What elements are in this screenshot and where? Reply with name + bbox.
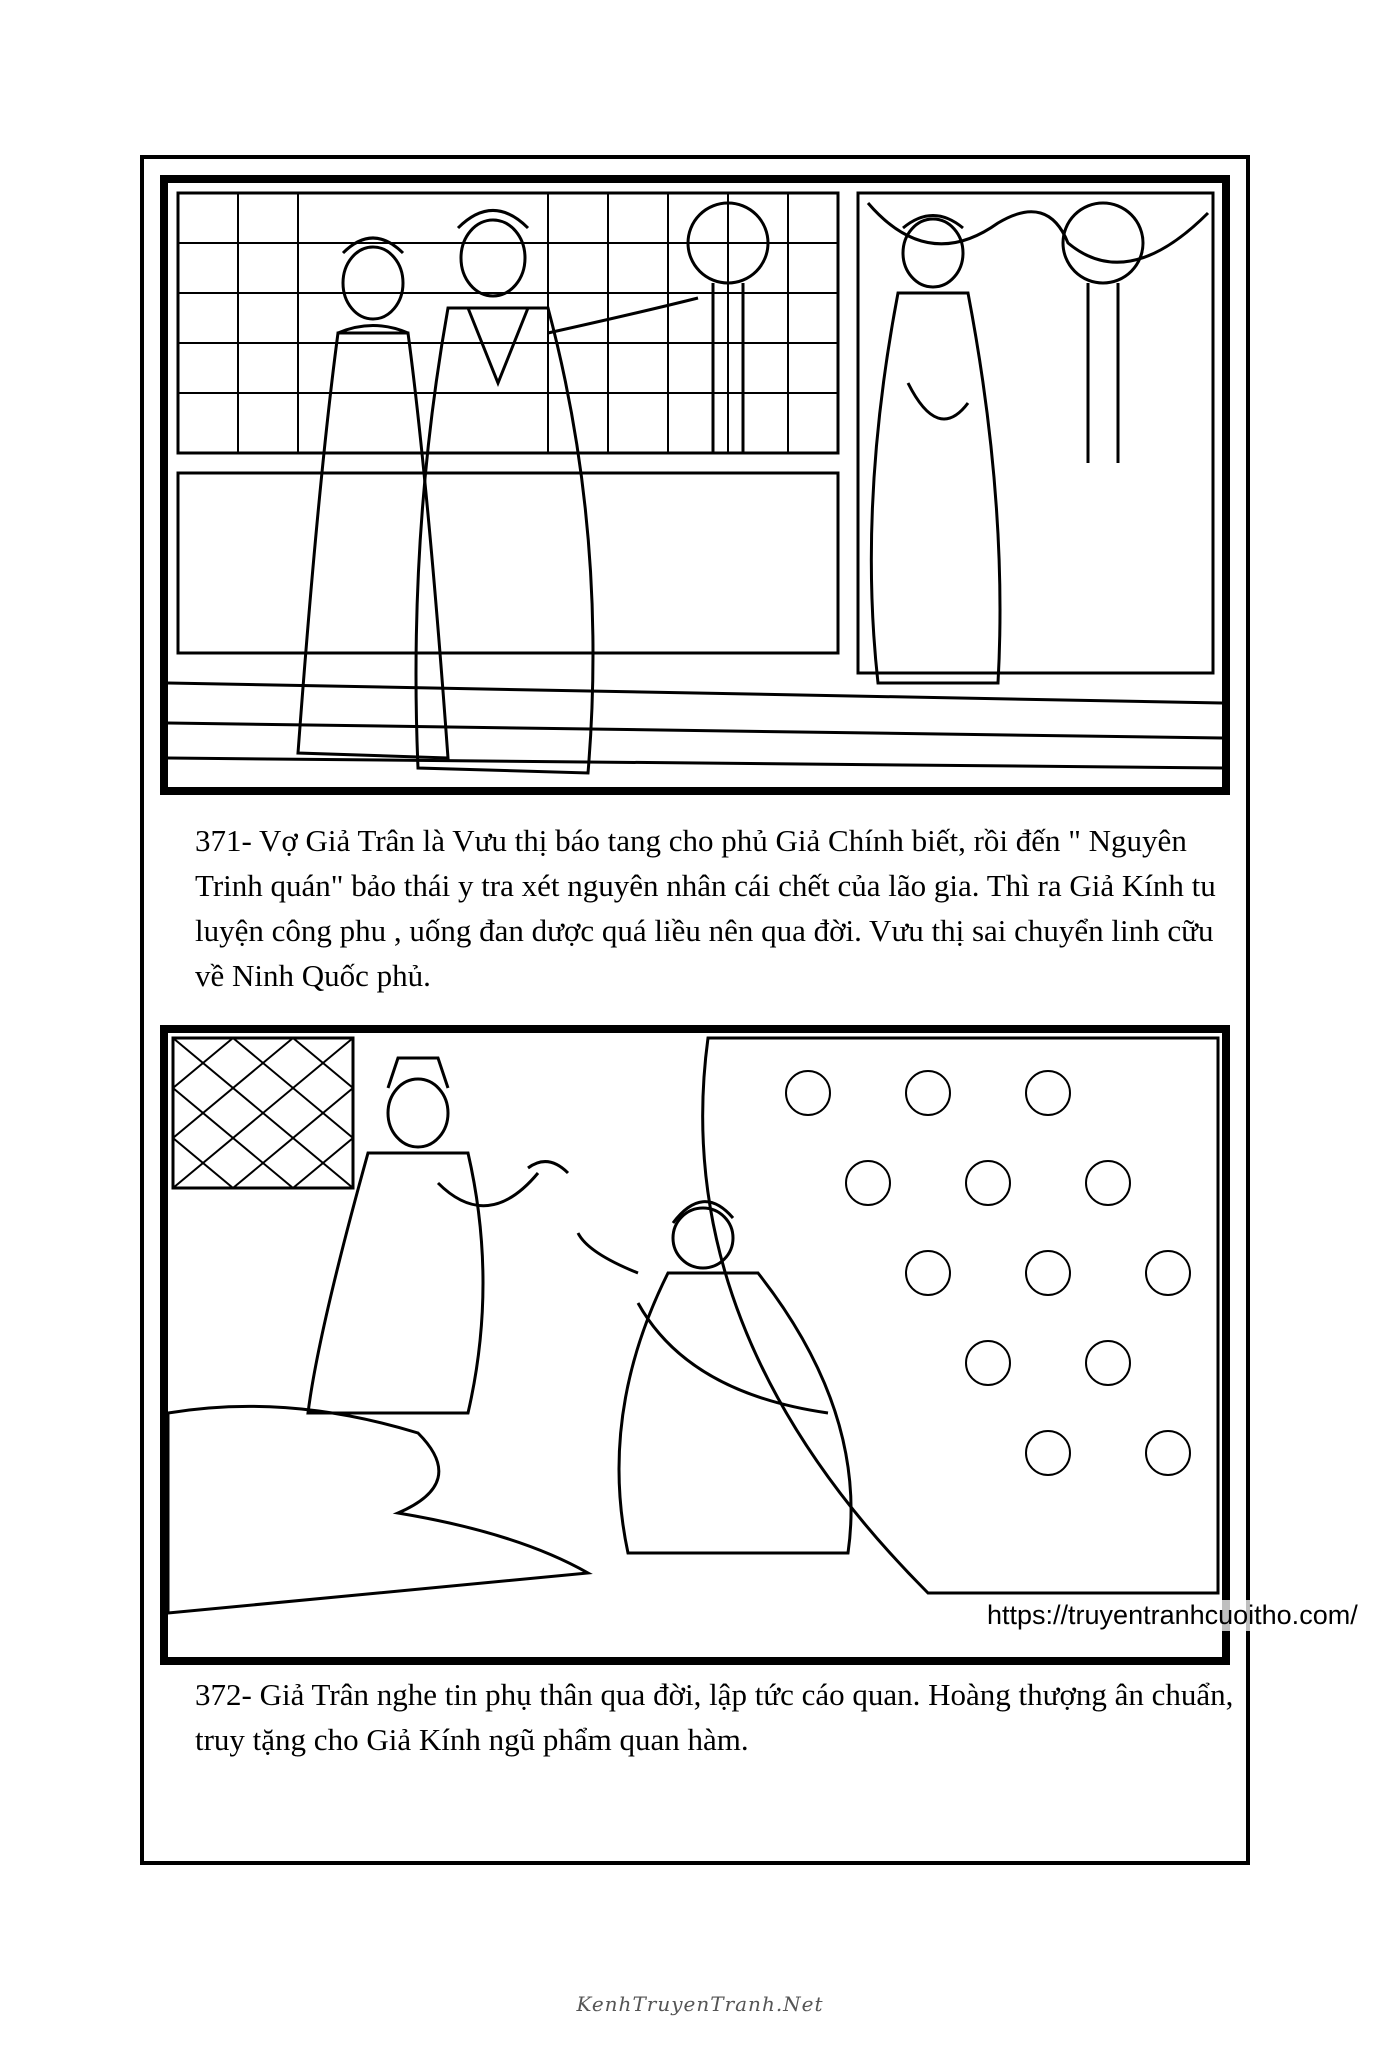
watermark-url: https://truyentranhcuoitho.com/ — [987, 1600, 1358, 1630]
caption-371: 371- Vợ Giả Trân là Vưu thị báo tang cho phủ Giả Chính biết, rồi đến " Nguyên Trinh quán" bảo thái y tra xét nguyên nhân cái chết của lão gia. Thì ra Giả Kính tu luyện công phu , uống đan dược quá liều nên qua đời. Vưu thị sai chuyển linh cữu về Ninh Quốc phủ. — [195, 823, 1216, 993]
caption-372: 372- Giả Trân nghe tin phụ thân qua đời, lập tức cáo quan. Hoàng thượng ân chuẩn, truy tặng cho Giả Kính ngũ phẩm quan hàm. — [195, 1677, 1234, 1757]
panel-371-illustration — [168, 183, 1222, 787]
footer-watermark: KenhTruyenTranh.Net — [576, 1992, 824, 2016]
panel-372-illustration — [168, 1033, 1222, 1657]
comic-panel-372 — [160, 1025, 1230, 1665]
comic-panel-371 — [160, 175, 1230, 795]
